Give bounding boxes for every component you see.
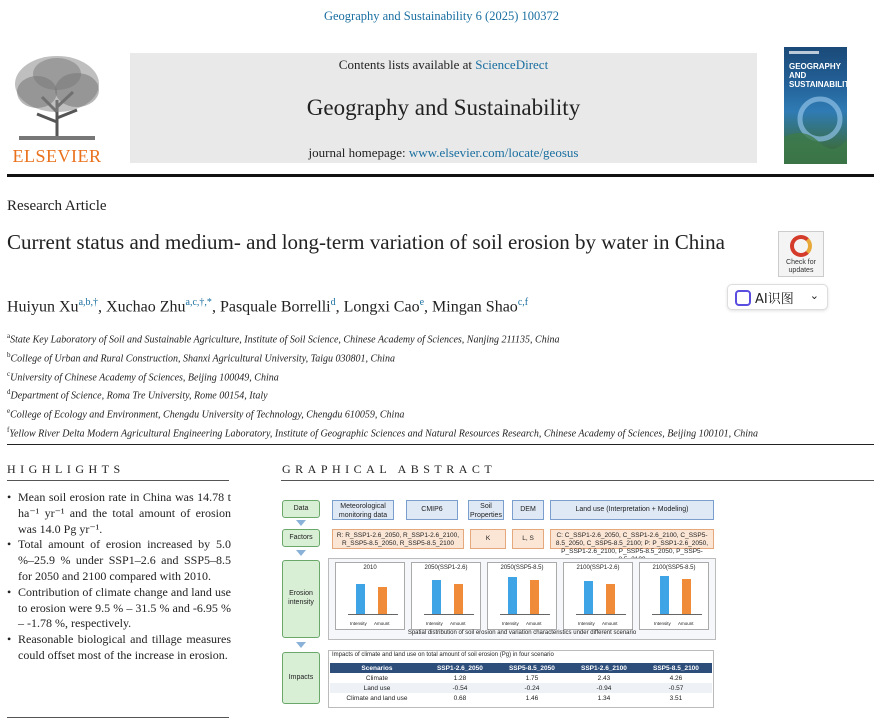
highlights-bottom-rule (7, 717, 229, 718)
affiliation-list (7, 329, 767, 442)
author-name[interactable]: Longxi Cao (343, 298, 420, 316)
publisher-name: ELSEVIER (12, 146, 102, 166)
affiliation-item (7, 423, 767, 442)
affiliation-text: College of Urban and Rural Construction, Shanxi Agricultural University, Taigu 030801, China (10, 353, 395, 365)
ga-panel-axis (652, 614, 702, 615)
ga-bar-label: Amount (450, 621, 466, 626)
ga-factor-k: K (470, 529, 506, 549)
author-affiliation-sup[interactable]: a,b,† (78, 297, 99, 308)
ga-bar-intensity (660, 576, 669, 615)
homepage-line (130, 145, 757, 161)
affiliation-text: State Key Laboratory of Soil and Sustainable Agriculture, Institute of Soil Science, Chinese Academy of Sciences, Nanjing 211135, China (10, 334, 560, 346)
ga-table-cell: -0.94 (568, 683, 640, 693)
ga-factor-cp: C: C_SSP1-2.6_2050, C_SSP1-2.6_2100, C_SSP5-8.5_2050, C_SSP5-8.5_2100; P: P_SSP1-2.6_2050, P_SSP1-2.6_2100, P_SSP5-8.5_2050, P_SSP5- (550, 529, 714, 549)
ga-data-box: Meteorological monitoring data (332, 500, 394, 520)
section-rule (7, 444, 874, 445)
ga-erosion-panel (487, 562, 557, 630)
ga-bar-amount (606, 584, 615, 615)
ga-erosion-panel (639, 562, 709, 630)
author-separator: , (424, 298, 433, 316)
ga-table-cell: Land use (330, 683, 424, 693)
author-affiliation-sup[interactable]: d (330, 297, 336, 308)
ga-erosion-panels (328, 558, 716, 640)
ga-bar-intensity (508, 577, 517, 615)
homepage-prefix: journal homepage: (308, 145, 409, 160)
highlight-item: • Mean soil erosion rate in China was 14.78 t ha⁻¹ yr⁻¹ and the total amount of erosion was 14.0 Pg yr⁻¹. (7, 490, 231, 537)
affiliation-item (7, 385, 767, 404)
ga-erosion-panel (563, 562, 633, 630)
ga-bar-amount (530, 580, 539, 615)
ga-table-cell: 1.46 (525, 694, 539, 702)
check-updates-icon (790, 235, 812, 257)
ga-table-cell: 1.28 (453, 674, 467, 682)
ga-bar-amount (378, 587, 387, 615)
ga-table-cell: 0.68 (453, 694, 467, 702)
cover-image-icon (784, 97, 847, 164)
ga-bar-amount (682, 579, 691, 615)
ga-bar-label: Intensity (654, 621, 671, 626)
ga-arrow-icon (296, 642, 306, 648)
check-updates-label: Check for updates (786, 259, 816, 274)
ga-panel-axis (424, 614, 474, 615)
affiliation-sup: c (7, 369, 11, 378)
ga-table-cell: -0.24 (496, 683, 568, 693)
ga-panel-axis (348, 614, 398, 615)
affiliation-text: Yellow River Delta Modern Agricultural Engineering Laboratory, Institute of Geographic Sciences and Natural Resources Research, Chinese Academy of Sciences, Beijing 100101, China (9, 428, 759, 440)
affiliation-text: Department of Science, Roma Tre University, Rome 00154, Italy (10, 390, 268, 402)
graphical-abstract-rule (281, 480, 874, 481)
graphical-abstract-figure[interactable] (282, 494, 722, 714)
affiliation-item (7, 404, 767, 423)
author-separator: , (335, 298, 344, 316)
affiliation-text: College of Ecology and Environment, Chengdu University of Technology, Chengdu 610059, China (10, 409, 405, 421)
ga-table-cell: 4.26 (669, 674, 683, 682)
author-list (7, 297, 528, 316)
journal-citation[interactable]: Geography and Sustainability 6 (2025) 100372 (323, 9, 560, 23)
highlight-item: • Total amount of erosion increased by 5.0 %–25.9 % under SSP1–2.6 and SSP5–8.5 for 2050 and 2100 compared with 2010. (7, 537, 231, 584)
ga-panel-title: 2010 (363, 565, 377, 571)
affiliation-text: University of Chinese Academy of Sciences, Beijing 100049, China (10, 371, 279, 383)
sciencedirect-link[interactable]: ScienceDirect (475, 57, 549, 72)
ga-row-erosion: Erosion intensity (282, 560, 320, 638)
header-rule (7, 174, 874, 177)
article-type: Research Article (7, 198, 107, 214)
ga-table-cell: Climate (365, 674, 388, 682)
ai-widget-label: AI识图 (755, 292, 794, 307)
ga-bar-intensity (584, 581, 593, 615)
ga-data-box: Soil Properties (468, 500, 504, 520)
affiliation-item (7, 367, 767, 386)
ga-bar-amount (454, 584, 463, 615)
contents-line (130, 57, 757, 73)
contents-prefix: Contents lists available at (338, 57, 476, 72)
author-name[interactable]: Huiyun Xu (7, 298, 79, 316)
ga-arrow-icon (296, 520, 306, 526)
cover-title: GEOGRAPHY AND SUSTAINABILITY (789, 62, 855, 89)
ai-sparkle-icon (735, 290, 751, 306)
author-name[interactable]: Pasquale Borrelli (219, 298, 331, 316)
ga-table-cell: 1.34 (597, 694, 611, 702)
author-name[interactable]: Mingan Shao (432, 298, 518, 316)
ga-row-factors: Factors (282, 529, 320, 547)
author-affiliation-sup[interactable]: a,c,†,* (185, 297, 212, 308)
ga-table-cell: 2.43 (597, 674, 611, 682)
author-separator: , (211, 298, 220, 316)
ga-table-body (330, 673, 712, 703)
chevron-down-icon[interactable]: ⌄ (809, 289, 819, 302)
ga-data-box: DEM (512, 500, 544, 520)
highlights-rule (7, 480, 229, 481)
ga-arrow-icon (296, 550, 306, 556)
ga-spatial-caption: Spatial distribution of soil erosion and variation characteristics under different scenario (407, 630, 637, 636)
affiliation-sup: a (7, 332, 11, 340)
ga-data-box: Land use (Interpretation + Modeling) (550, 500, 714, 520)
ga-factor-r: R: R_SSP1-2.6_2050, R_SSP1-2.6_2100, R_SSP5-8.5_2050, R_SSP5-8.5_2100 (332, 529, 464, 549)
cover-logo-bar (789, 51, 819, 54)
ga-panel-axis (500, 614, 550, 615)
ga-bar-intensity (432, 580, 441, 615)
ga-row-data: Data (282, 500, 320, 518)
author-separator: , (98, 298, 107, 316)
ga-bar-label: Amount (602, 621, 618, 626)
ga-table-header: Scenarios (330, 663, 424, 673)
ga-bar-label: Amount (374, 621, 390, 626)
affiliation-sup: f (7, 426, 10, 435)
ga-table-header: SSP1-2.6_2100 (568, 663, 640, 673)
affiliation-sup: d (7, 388, 11, 397)
author-affiliation-sup[interactable]: c,f (517, 297, 529, 308)
ga-panel-title: 2100(SSP1-2.6) (576, 565, 620, 571)
ga-data-box: CMIP6 (406, 500, 458, 520)
ga-table-cell: -0.54 (424, 683, 496, 693)
ga-table-row (330, 683, 712, 693)
ga-bar-label: Intensity (350, 621, 367, 626)
ga-bar-label: Intensity (502, 621, 519, 626)
ga-bar-label: Intensity (426, 621, 443, 626)
highlight-item: • Contribution of climate change and land use to erosion were 9.5 % – 31.5 % and -6.95 % – -1.78 %, respectively. (7, 585, 231, 632)
affiliation-sup: e (7, 407, 11, 416)
ga-erosion-panel (335, 562, 405, 630)
ga-impacts-table (330, 663, 712, 703)
affiliation-item (7, 329, 767, 348)
ga-table-row (330, 673, 712, 683)
ga-bar-label: Intensity (578, 621, 595, 626)
author-name[interactable]: Xuchao Zhu (106, 298, 186, 316)
author-affiliation-sup[interactable]: e (419, 297, 425, 308)
article-title: Current status and medium- and long-term variation of soil erosion by water in China (7, 230, 725, 254)
homepage-link[interactable]: www.elsevier.com/locate/geosus (408, 145, 579, 160)
elsevier-logo[interactable] (7, 52, 107, 165)
ga-table-header-row (330, 663, 712, 673)
ga-table-cell: 1.75 (525, 674, 539, 682)
ga-table-header: SSP5-8.5_2100 (640, 663, 712, 673)
journal-banner (130, 53, 757, 163)
ga-table-row (330, 693, 712, 703)
affiliation-item (7, 348, 767, 367)
ga-table-header: SSP1-2.6_2050 (424, 663, 496, 673)
highlight-item: • Reasonable biological and tillage measures could offset most of the increase in erosion. (7, 632, 231, 664)
ai-image-recognition-button[interactable] (727, 284, 828, 310)
ga-bar-label: Amount (526, 621, 542, 626)
journal-name[interactable]: Geography and Sustainability (306, 95, 581, 120)
ga-bar-label: Amount (678, 621, 694, 626)
ga-table-cell: Climate and land use (346, 694, 408, 702)
highlights-heading: HIGHLIGHTS (7, 462, 125, 476)
ga-row-impacts: Impacts (282, 652, 320, 704)
ga-erosion-panel (411, 562, 481, 630)
ga-table-header: SSP5-8.5_2050 (496, 663, 568, 673)
graphical-abstract-heading: GRAPHICAL ABSTRACT (282, 462, 497, 476)
ga-panel-title: 2050(SSP5-8.5) (500, 565, 544, 571)
ga-panel-axis (576, 614, 626, 615)
affiliation-sup: b (7, 350, 11, 359)
ga-panel-title: 2100(SSP5-8.5) (652, 565, 696, 571)
ga-table-cell: 3.51 (669, 694, 683, 702)
ga-factor-ls: L, S (512, 529, 544, 549)
ga-bar-intensity (356, 584, 365, 615)
ga-table-cell: -0.57 (640, 683, 712, 693)
ga-panel-title: 2050(SSP1-2.6) (424, 565, 468, 571)
journal-cover[interactable] (784, 47, 855, 164)
ga-table-caption: Impacts of climate and land use on total amount of soil erosion (Pg) in four scenario (332, 652, 554, 658)
highlights-list (7, 490, 231, 664)
check-for-updates-button[interactable] (778, 231, 824, 277)
